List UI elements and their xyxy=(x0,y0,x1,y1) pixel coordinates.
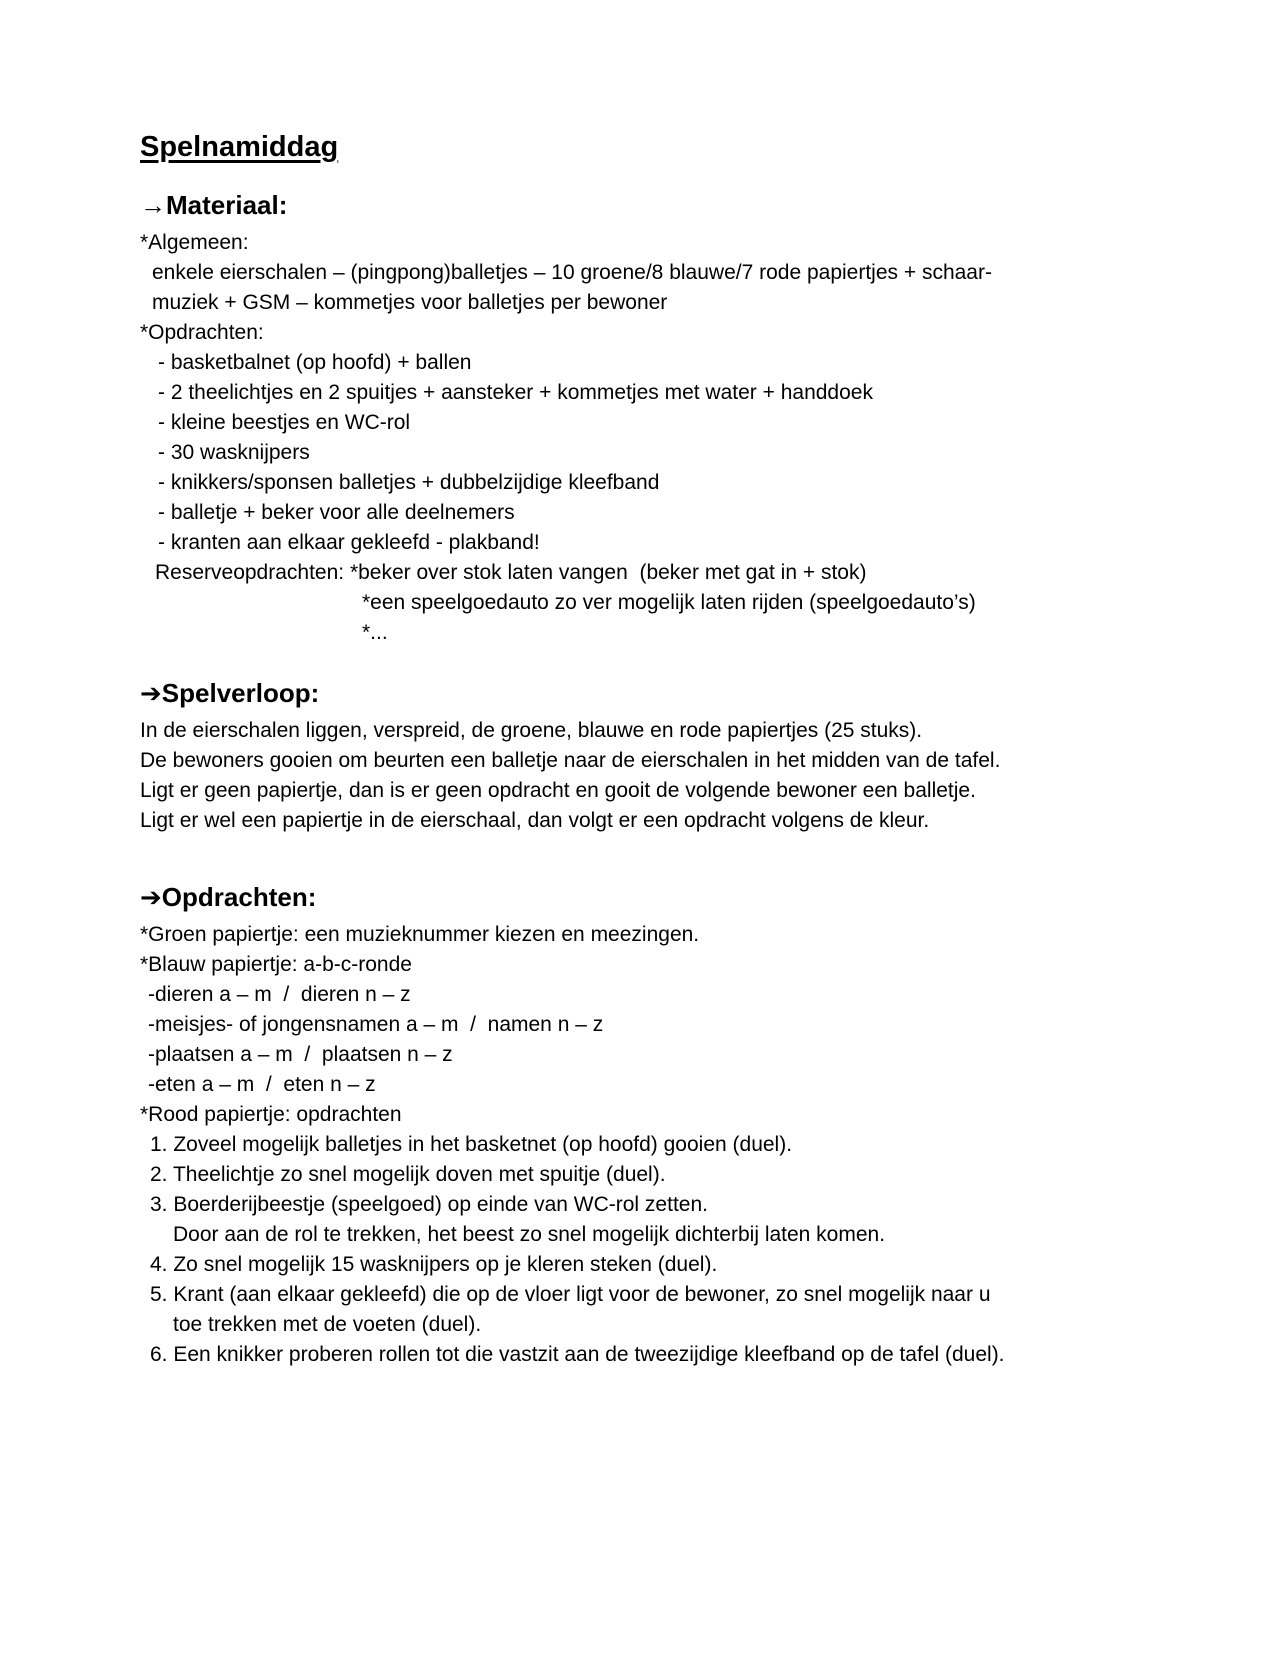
section-materiaal xyxy=(140,188,1190,648)
rood-opdracht-item: 6. Een knikker proberen rollen tot die vastzit aan de tweezijdige kleefband op de tafel (duel). xyxy=(150,1343,1005,1366)
abc-ronde-item: -eten a – m / eten n – z xyxy=(148,1073,376,1096)
materiaal-item: - balletje + beker voor alle deelnemers xyxy=(158,501,515,524)
materiaal-item: - 2 theelichtjes en 2 spuitjes + aansteker + kommetjes met water + handdoek xyxy=(158,381,873,404)
materiaal-algemeen-line: muziek + GSM – kommetjes voor balletjes per bewoner xyxy=(152,291,668,314)
materiaal-opdrachten-label: *Opdrachten: xyxy=(140,321,264,344)
blauw-papiertje-line: *Blauw papiertje: a-b-c-ronde xyxy=(140,953,412,976)
document-title: Spelnamiddag xyxy=(140,131,339,163)
spelverloop-heading-label: Spelverloop: xyxy=(161,678,320,708)
abc-ronde-item: -plaatsen a – m / plaatsen n – z xyxy=(148,1043,453,1066)
spelverloop-line: Ligt er wel een papiertje in de eierschaal, dan volgt er een opdracht volgens de kleur. xyxy=(140,809,930,832)
rood-opdracht-item: 3. Boerderijbeestje (speelgoed) op einde van WC-rol zetten. xyxy=(150,1193,708,1216)
groen-papiertje-line: *Groen papiertje: een muzieknummer kiezen en meezingen. xyxy=(140,923,700,946)
materiaal-item: - 30 wasknijpers xyxy=(158,441,310,464)
reserve-opdrachten-line: *een speelgoedauto zo ver mogelijk laten rijden (speelgoedauto’s) xyxy=(362,591,976,614)
rood-opdracht-item: 4. Zo snel mogelijk 15 wasknijpers op je kleren steken (duel). xyxy=(150,1253,718,1276)
materiaal-item: - kranten aan elkaar gekleefd - plakband! xyxy=(158,531,540,554)
materiaal-heading xyxy=(140,188,1190,222)
right-arrow-icon: → xyxy=(140,190,166,220)
spelverloop-line: Ligt er geen papiertje, dan is er geen opdracht en gooit de volgende bewoner een balletje. xyxy=(140,779,976,802)
rood-papiertje-label: *Rood papiertje: opdrachten xyxy=(140,1103,402,1126)
spelverloop-line: De bewoners gooien om beurten een balletje naar de eierschalen in het midden van de tafel. xyxy=(140,749,1001,772)
rood-opdracht-item: 1. Zoveel mogelijk balletjes in het basketnet (op hoofd) gooien (duel). xyxy=(150,1133,793,1156)
rood-opdracht-continuation: Door aan de rol te trekken, het beest zo snel mogelijk dichterbij laten komen. xyxy=(173,1223,886,1246)
materiaal-algemeen-line: enkele eierschalen – (pingpong)balletjes – 10 groene/8 blauwe/7 rode papiertjes + schaar- xyxy=(152,261,992,284)
abc-ronde-item: -meisjes- of jongensnamen a – m / namen n – z xyxy=(148,1013,604,1036)
right-arrow-icon: ➔ xyxy=(140,678,162,708)
right-arrow-icon: ➔ xyxy=(140,882,162,912)
rood-opdracht-item: 2. Theelichtje zo snel mogelijk doven met spuitje (duel). xyxy=(150,1163,666,1186)
spelverloop-heading xyxy=(140,676,1190,710)
section-opdrachten xyxy=(140,880,1190,1370)
materiaal-item: - basketbalnet (op hoofd) + ballen xyxy=(158,351,472,374)
reserve-opdrachten-line: *... xyxy=(362,621,388,644)
rood-opdracht-item: 5. Krant (aan elkaar gekleefd) die op de vloer ligt voor de bewoner, zo snel mogelijk naar u xyxy=(150,1283,991,1306)
materiaal-item: - knikkers/sponsen balletjes + dubbelzijdige kleefband xyxy=(158,471,660,494)
section-spelverloop xyxy=(140,676,1190,836)
abc-ronde-item: -dieren a – m / dieren n – z xyxy=(148,983,411,1006)
opdrachten-heading xyxy=(140,880,1190,914)
materiaal-heading-label: Materiaal: xyxy=(166,190,288,220)
materiaal-algemeen-label: *Algemeen: xyxy=(140,231,249,254)
spelverloop-line: In de eierschalen liggen, verspreid, de groene, blauwe en rode papiertjes (25 stuks). xyxy=(140,719,923,742)
reserve-opdrachten-line: Reserveopdrachten: *beker over stok laten vangen (beker met gat in + stok) xyxy=(155,561,867,584)
rood-opdracht-continuation: toe trekken met de voeten (duel). xyxy=(173,1313,482,1336)
materiaal-item: - kleine beestjes en WC-rol xyxy=(158,411,411,434)
opdrachten-heading-label: Opdrachten: xyxy=(161,882,317,912)
